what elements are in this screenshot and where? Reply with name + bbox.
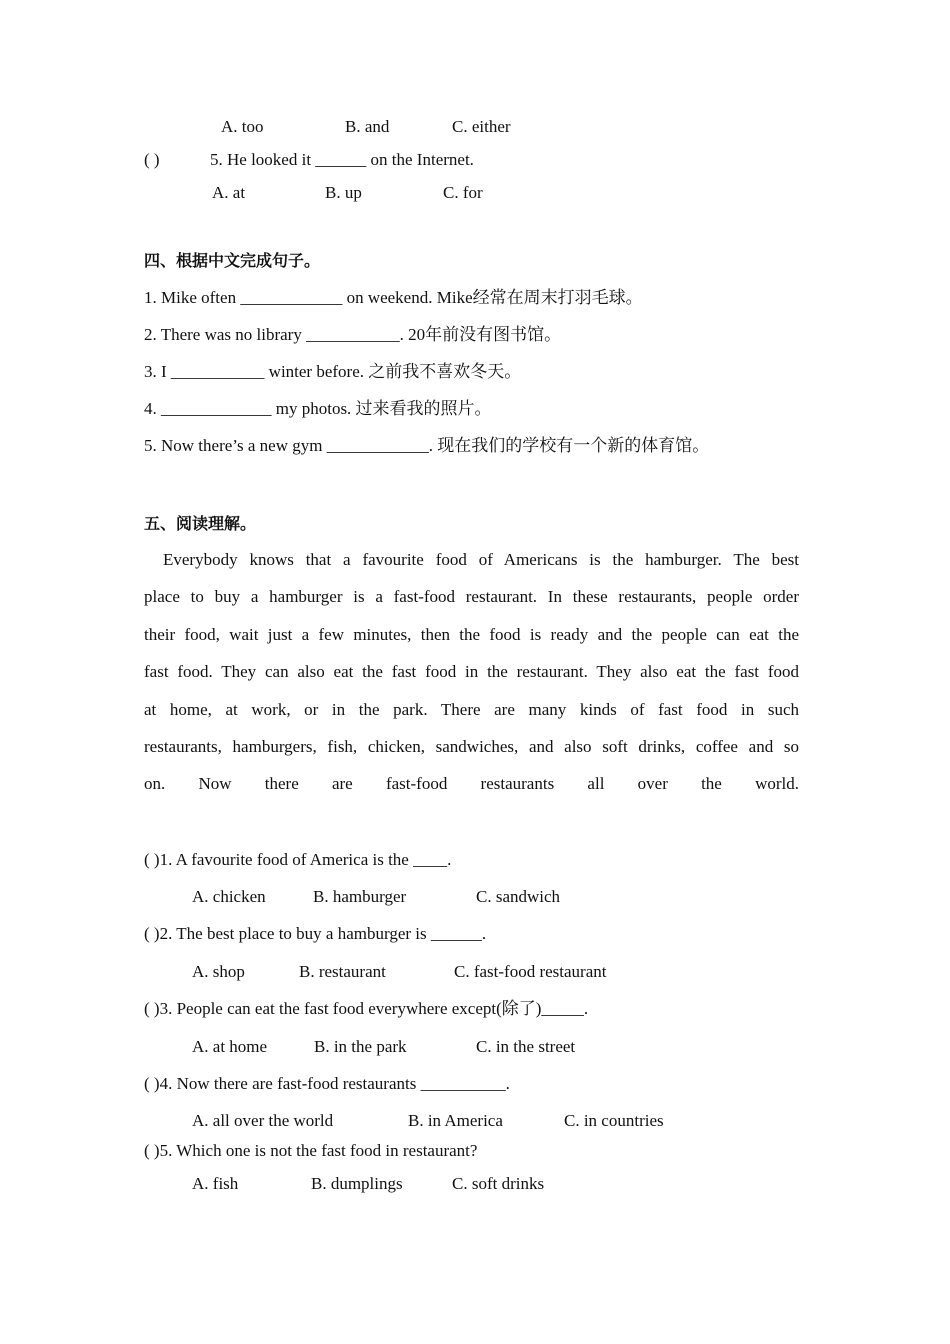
q5-option-c: C. for xyxy=(443,183,483,202)
reading-q5-option-c: C. soft drinks xyxy=(452,1174,545,1193)
reading-q3-option-a: A. at home xyxy=(192,1037,268,1056)
section5-title: 五、阅读理解。 xyxy=(144,514,257,533)
q5-answer-bracket[interactable]: ( ) xyxy=(144,150,160,169)
section4-item-5: 5. Now there’s a new gym ____________. 现在我们的学校有一个新的体育馆。 xyxy=(144,436,710,455)
q4-option-b: B. and xyxy=(345,117,390,136)
reading-q1-option-c: C. sandwich xyxy=(476,887,561,906)
q4-option-a: A. too xyxy=(221,117,264,136)
reading-q3-option-b: B. in the park xyxy=(314,1037,407,1056)
section4-item-4: 4. _____________ my photos. 过来看我的照片。 xyxy=(144,399,492,418)
q5-option-b: B. up xyxy=(325,183,362,202)
section4-item-1: 1. Mike often ____________ on weekend. Mike经常在周末打羽毛球。 xyxy=(144,288,643,307)
section4-item-2: 2. There was no library ___________. 20年前没有图书馆。 xyxy=(144,325,562,344)
reading-q4-option-b: B. in America xyxy=(408,1111,503,1130)
reading-question-5: ( )5. Which one is not the fast food in restaurant? xyxy=(144,1141,478,1160)
reading-q2-option-c: C. fast-food restaurant xyxy=(454,962,607,981)
q5-option-a: A. at xyxy=(212,183,246,202)
reading-passage: Everybody knows that a favourite food of Americans is the hamburger. The best place to buy a hamburger is a fast-food restaurant. In these restaurants, people order their food, wait just a few minutes, then the food is ready and the people can eat the fast food. They can also eat the fast food in the restaurant. They also eat the fast food at home, at work, or in the park. There are many kinds of fast food in such restaurants, hamburgers, fish, chicken, sandwiches, and also soft drinks, coffee and so on. Now there are fast-food restaurants all over the world. xyxy=(144,550,799,794)
reading-q2-option-a: A. shop xyxy=(192,962,245,981)
reading-q1-option-b: B. hamburger xyxy=(313,887,407,906)
reading-question-3: ( )3. People can eat the fast food everywhere except(除了)_____. xyxy=(144,999,589,1018)
reading-q3-option-c: C. in the street xyxy=(476,1037,576,1056)
section4-item-3: 3. I ___________ winter before. 之前我不喜欢冬天。 xyxy=(144,362,522,381)
reading-question-1: ( )1. A favourite food of America is the ____. xyxy=(144,850,452,869)
reading-q4-option-a: A. all over the world xyxy=(192,1111,334,1130)
q5-stem: 5. He looked it ______ on the Internet. xyxy=(210,150,474,169)
reading-q4-option-c: C. in countries xyxy=(564,1111,664,1130)
reading-q2-option-b: B. restaurant xyxy=(299,962,386,981)
reading-q5-option-b: B. dumplings xyxy=(311,1174,403,1193)
reading-question-2: ( )2. The best place to buy a hamburger is ______. xyxy=(144,924,487,943)
reading-question-4: ( )4. Now there are fast-food restaurants __________. xyxy=(144,1074,510,1093)
section4-title: 四、根据中文完成句子。 xyxy=(144,251,321,270)
reading-q5-option-a: A. fish xyxy=(192,1174,239,1193)
q4-option-c: C. either xyxy=(452,117,511,136)
reading-q1-option-a: A. chicken xyxy=(192,887,266,906)
